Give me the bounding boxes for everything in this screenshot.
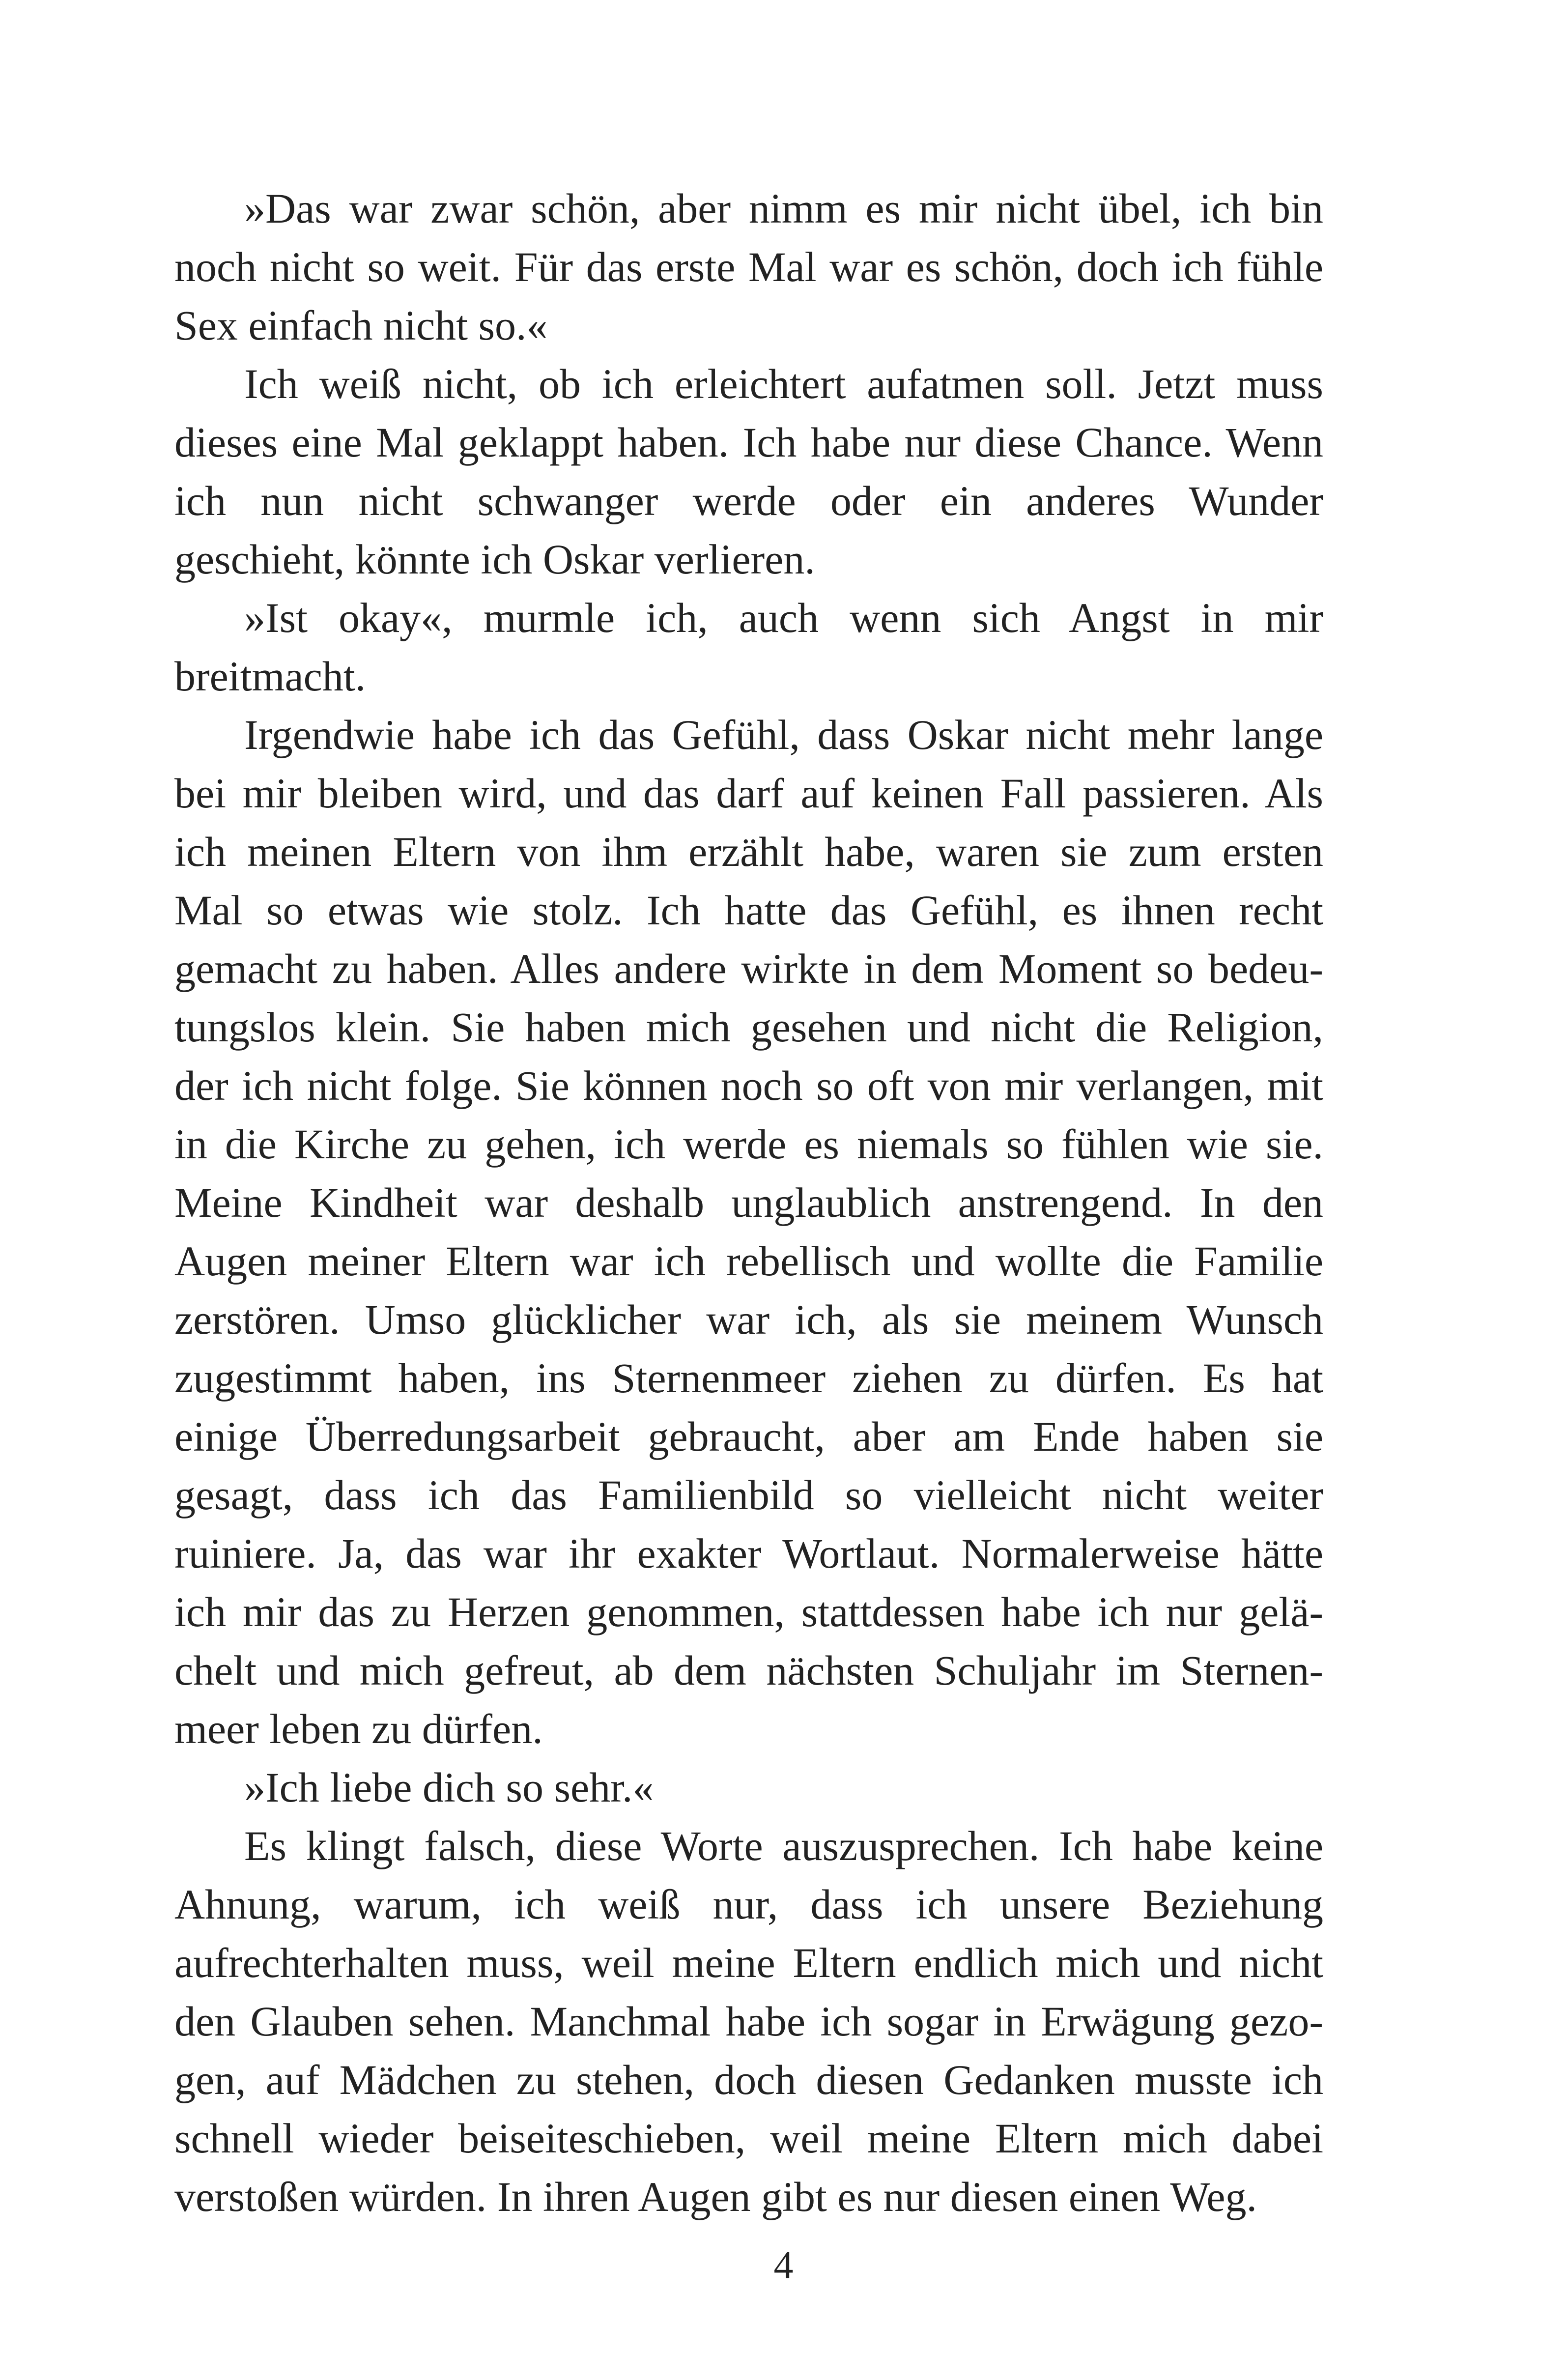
text-line: Irgendwie habe ich das Gefühl, dass Oskar nicht mehr lange [244,711,1323,758]
paragraph [174,355,1323,589]
text-line: Ahnung, warum, ich weiß nur, dass ich unsere Beziehung [174,1881,1323,1928]
text-line: aufrechterhalten muss, weil meine Eltern endlich mich und nicht [174,1939,1323,1986]
text-line: ich nun nicht schwanger werde oder ein anderes Wunder [174,477,1323,524]
text-line: bei mir bleiben wird, und das darf auf keinen Fall passieren. Als [174,770,1323,817]
text-line: Augen meiner Eltern war ich rebellisch und wollte die Familie [174,1237,1323,1285]
text-line: Mal so etwas wie stolz. Ich hatte das Gefühl, es ihnen recht [174,887,1323,934]
text-line: »Das war zwar schön, aber nimm es mir nicht übel, ich bin [244,185,1323,232]
text-line: noch nicht so weit. Für das erste Mal war es schön, doch ich fühle [174,243,1323,290]
text-line: in die Kirche zu gehen, ich werde es niemals so fühlen wie sie. [174,1120,1323,1168]
page-number: 4 [773,2244,794,2287]
text-line: einige Überredungsarbeit gebraucht, aber am Ende haben sie [174,1413,1323,1460]
text-line: gen, auf Mädchen zu stehen, doch diesen Gedanken musste ich [174,2056,1323,2103]
text-line: Meine Kindheit war deshalb unglaublich anstrengend. In den [174,1179,1323,1226]
text-line: »Ist okay«, murmle ich, auch wenn sich Angst in mir [244,594,1323,641]
text-line: gemacht zu haben. Alles andere wirkte in dem Moment so bedeu- [174,945,1323,992]
text-line: den Glauben sehen. Manchmal habe ich sogar in Erwägung gezo- [174,1998,1323,2045]
text-line: ruiniere. Ja, das war ihr exakter Wortlaut. Normalerweise hätte [174,1530,1323,1577]
text-line: Es klingt falsch, diese Worte auszusprechen. Ich habe keine [244,1822,1323,1869]
text-line: der ich nicht folge. Sie können noch so oft von mir verlangen, mit [174,1062,1323,1109]
body-text [174,179,1323,2226]
text-line: schnell wieder beiseiteschieben, weil meine Eltern mich dabei [174,2115,1323,2162]
text-line: zerstören. Umso glücklicher war ich, als sie meinem Wunsch [174,1296,1323,1343]
text-line: meer leben zu dürfen. [174,1705,543,1752]
text-line: ich meinen Eltern von ihm erzählt habe, waren sie zum ersten [174,828,1323,875]
text-line: gesagt, dass ich das Familienbild so vielleicht nicht weiter [174,1471,1323,1519]
paragraph [174,1817,1323,2226]
text-line: dieses eine Mal geklappt haben. Ich habe nur diese Chance. Wenn [174,419,1323,466]
text-line: breitmacht. [174,653,366,700]
text-line: geschieht, könnte ich Oskar verlieren. [174,536,815,583]
text-line: ich mir das zu Herzen genommen, stattdessen habe ich nur gelä- [174,1588,1323,1635]
text-line: tungslos klein. Sie haben mich gesehen und nicht die Religion, [174,1004,1323,1051]
paragraph [174,179,1323,355]
text-line: verstoßen würden. In ihren Augen gibt es nur diesen einen Weg. [174,2173,1257,2220]
paragraph [174,1758,1323,1817]
paragraph [174,706,1323,1758]
text-line: Sex einfach nicht so.« [174,302,548,349]
text-line: chelt und mich gefreut, ab dem nächsten Schuljahr im Sternen- [174,1647,1323,1694]
text-line: zugestimmt haben, ins Sternenmeer ziehen zu dürfen. Es hat [174,1354,1323,1402]
paragraph [174,589,1323,706]
text-line: Ich weiß nicht, ob ich erleichtert aufatmen soll. Jetzt muss [244,360,1323,407]
text-line: »Ich liebe dich so sehr.« [244,1764,654,1811]
